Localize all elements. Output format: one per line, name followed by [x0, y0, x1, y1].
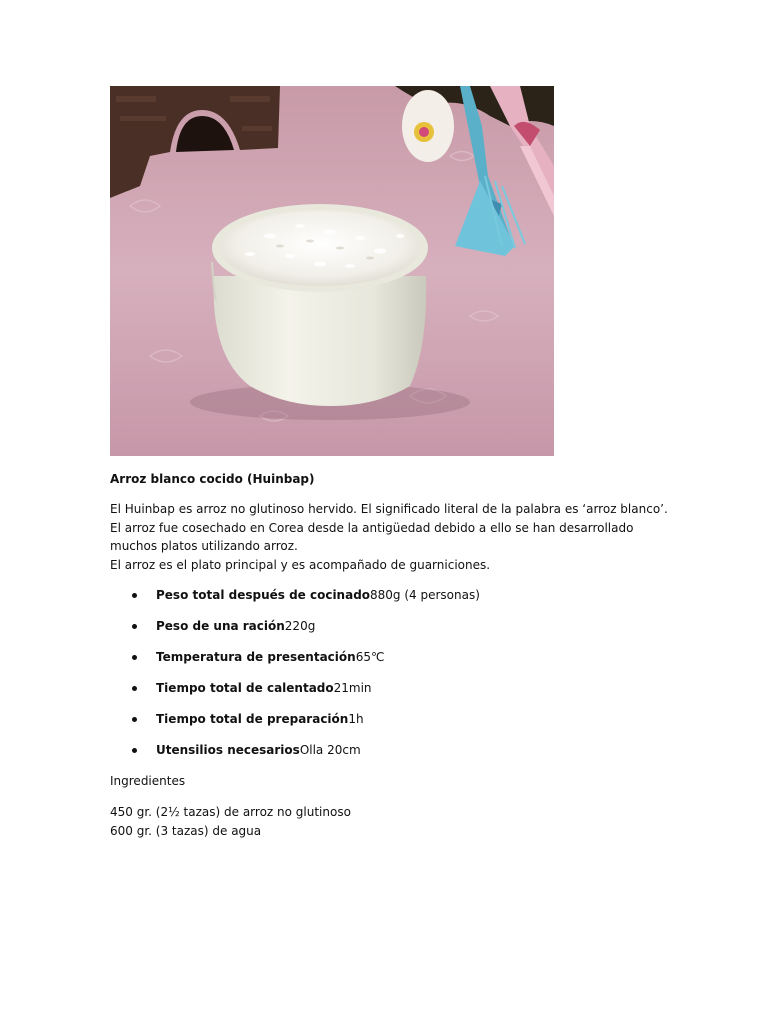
fact-value: 1h: [348, 712, 364, 726]
fact-value: 65℃: [355, 650, 385, 664]
ingredients-list: [110, 803, 670, 840]
bullet-icon: [132, 655, 137, 660]
fact-item: [110, 617, 670, 648]
bullet-icon: [132, 593, 137, 598]
fact-item: [110, 710, 670, 741]
rice-bowl-photo: [110, 86, 554, 456]
bullet-icon: [132, 624, 137, 629]
intro-paragraph: El Huinbap es arroz no glutinoso hervido. El significado literal de la palabra es ‘arroz blanco’. El arroz fue cosechado en Corea desde la antigüedad debido a ello se han desarrollado muchos platos utilizando arroz.: [110, 502, 668, 553]
recipe-intro: [110, 500, 670, 574]
fact-value: Olla 20cm: [299, 743, 361, 757]
fact-label: Utensilios necesarios: [156, 743, 300, 757]
bullet-icon: [132, 717, 137, 722]
recipe-facts-list: [110, 586, 670, 772]
bullet-icon: [132, 686, 137, 691]
bullet-icon: [132, 748, 137, 753]
intro-paragraph: El arroz es el plato principal y es acompañado de guarniciones.: [110, 557, 491, 572]
fact-label: Tiempo total de preparación: [156, 712, 349, 726]
fact-label: Tiempo total de calentado: [156, 681, 334, 695]
fact-item: [110, 679, 670, 710]
fact-label: Peso total después de cocinado: [156, 588, 371, 602]
fact-label: Peso de una ración: [156, 619, 285, 633]
fact-value: 21min: [333, 681, 372, 695]
recipe-title: Arroz blanco cocido (Huinbap): [110, 472, 315, 486]
fact-value: 220g: [284, 619, 316, 633]
fact-value: 880g (4 personas): [370, 588, 480, 602]
ingredients-heading: Ingredientes: [110, 774, 186, 788]
ingredient-item: 600 gr. (3 tazas) de agua: [110, 823, 262, 838]
fact-label: Temperatura de presentación: [156, 650, 356, 664]
fact-item: [110, 741, 670, 772]
fact-item: [110, 648, 670, 679]
fact-item: [110, 586, 670, 617]
ingredient-item: 450 gr. (2½ tazas) de arroz no glutinoso: [110, 805, 351, 819]
